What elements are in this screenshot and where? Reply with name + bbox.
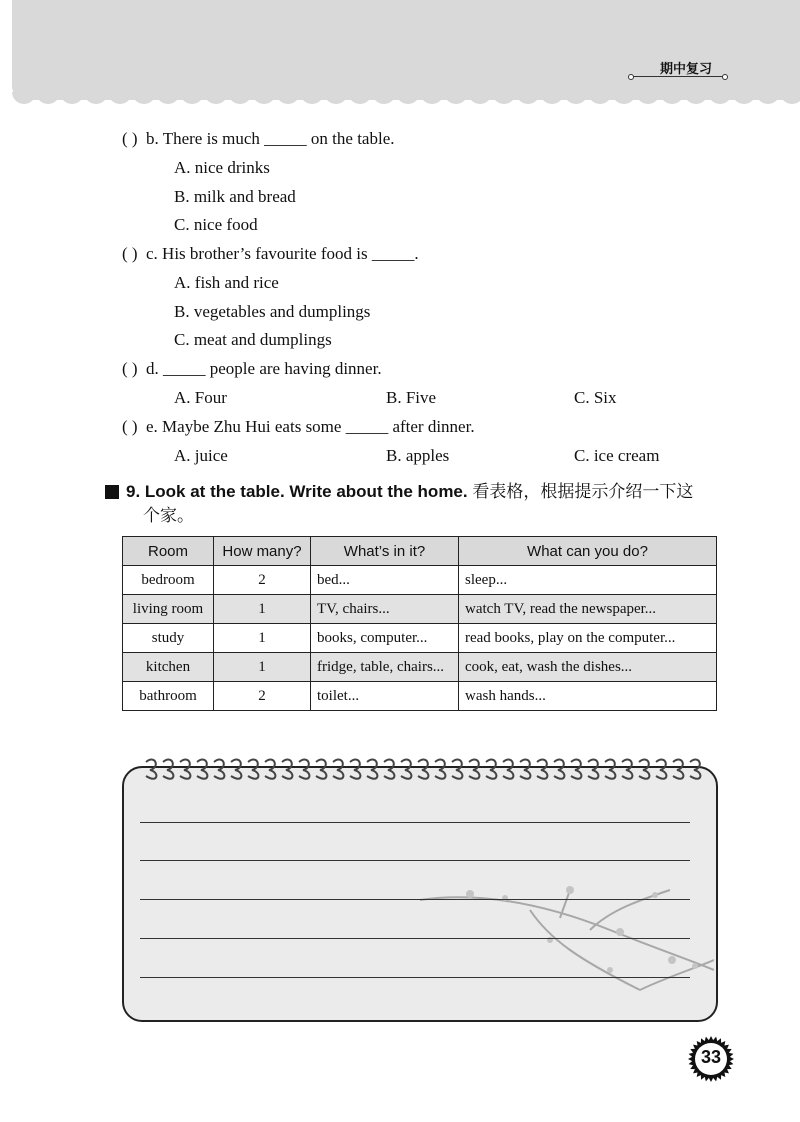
- question-d-option-a: A. Four: [174, 388, 227, 407]
- table-cell-activities: sleep...: [459, 566, 717, 595]
- table-cell-count: 1: [214, 653, 311, 682]
- writing-line[interactable]: [140, 899, 690, 900]
- table-cell-items: toilet...: [311, 682, 459, 711]
- table-cell-count: 2: [214, 682, 311, 711]
- writing-line[interactable]: [140, 938, 690, 939]
- section-9-title: [126, 482, 693, 502]
- section-9-title-cn: 看表格，根据提示介绍一下这: [472, 482, 694, 502]
- table-cell-room: living room: [123, 595, 214, 624]
- table-cell-room: bedroom: [123, 566, 214, 595]
- table-cell-items: TV, chairs...: [311, 595, 459, 624]
- question-c-option-b: B. vegetables and dumplings: [174, 302, 371, 321]
- table-row: [123, 595, 717, 624]
- home-table: [122, 536, 717, 711]
- question-e-option-a: A. juice: [174, 446, 228, 465]
- question-d-option-c: C. Six: [574, 388, 617, 407]
- header-title: 期中复习: [660, 61, 713, 76]
- question-d-option-b: B. Five: [386, 388, 437, 407]
- question-b-option-b: B. milk and bread: [174, 187, 296, 206]
- table-cell-activities: wash hands...: [459, 682, 717, 711]
- table-cell-room: bathroom: [123, 682, 214, 711]
- writing-line[interactable]: [140, 860, 690, 861]
- table-cell-items: books, computer...: [311, 624, 459, 653]
- table-header-room: Room: [123, 537, 214, 566]
- table-cell-items: bed...: [311, 566, 459, 595]
- header-underline: [632, 76, 724, 77]
- table-cell-items: fridge, table, chairs...: [311, 653, 459, 682]
- table-header-whats-in-it: What’s in it?: [311, 537, 459, 566]
- question-e-option-b: B. apples: [386, 446, 450, 465]
- table-row: [123, 682, 717, 711]
- notebook-spiral-binding: [142, 754, 702, 784]
- question-e-stem: e. Maybe Zhu Hui eats some _____ after dinner.: [146, 417, 475, 436]
- table-cell-count: 1: [214, 595, 311, 624]
- section-9-title-en: 9. Look at the table. Write about the home.: [126, 482, 468, 501]
- header-scallop-edge: [12, 92, 800, 108]
- plum-blossom-illustration: [410, 870, 714, 1018]
- answer-paren-e[interactable]: ( ): [122, 417, 138, 436]
- table-row: [123, 653, 717, 682]
- question-b-option-c: C. nice food: [174, 215, 258, 234]
- question-c-stem: c. His brother’s favourite food is _____.: [146, 244, 419, 263]
- question-c-option-a: A. fish and rice: [174, 273, 279, 292]
- table-cell-activities: watch TV, read the newspaper...: [459, 595, 717, 624]
- question-d-stem: d. _____ people are having dinner.: [146, 359, 382, 378]
- writing-line[interactable]: [140, 977, 690, 978]
- page-number: 33: [700, 1047, 722, 1067]
- table-cell-count: 2: [214, 566, 311, 595]
- page-header-band: [12, 0, 800, 100]
- table-header-what-can-you-do: What can you do?: [459, 537, 717, 566]
- question-c-option-c: C. meat and dumplings: [174, 330, 332, 349]
- table-header-how-many: How many?: [214, 537, 311, 566]
- answer-paren-d[interactable]: ( ): [122, 359, 138, 378]
- section-9-title-cn-line2: 个家。: [143, 506, 194, 526]
- table-row: [123, 624, 717, 653]
- table-cell-count: 1: [214, 624, 311, 653]
- question-e-option-c: C. ice cream: [574, 446, 660, 465]
- table-cell-room: kitchen: [123, 653, 214, 682]
- table-header-row: [123, 537, 717, 566]
- table-cell-room: study: [123, 624, 214, 653]
- question-b-stem: b. There is much _____ on the table.: [146, 129, 395, 148]
- answer-paren-c[interactable]: ( ): [122, 244, 138, 263]
- table-row: [123, 566, 717, 595]
- table-cell-activities: cook, eat, wash the dishes...: [459, 653, 717, 682]
- question-b-option-a: A. nice drinks: [174, 158, 270, 177]
- table-cell-activities: read books, play on the computer...: [459, 624, 717, 653]
- writing-line[interactable]: [140, 822, 690, 823]
- section-square-icon: [105, 485, 119, 499]
- answer-paren-b[interactable]: ( ): [122, 129, 138, 148]
